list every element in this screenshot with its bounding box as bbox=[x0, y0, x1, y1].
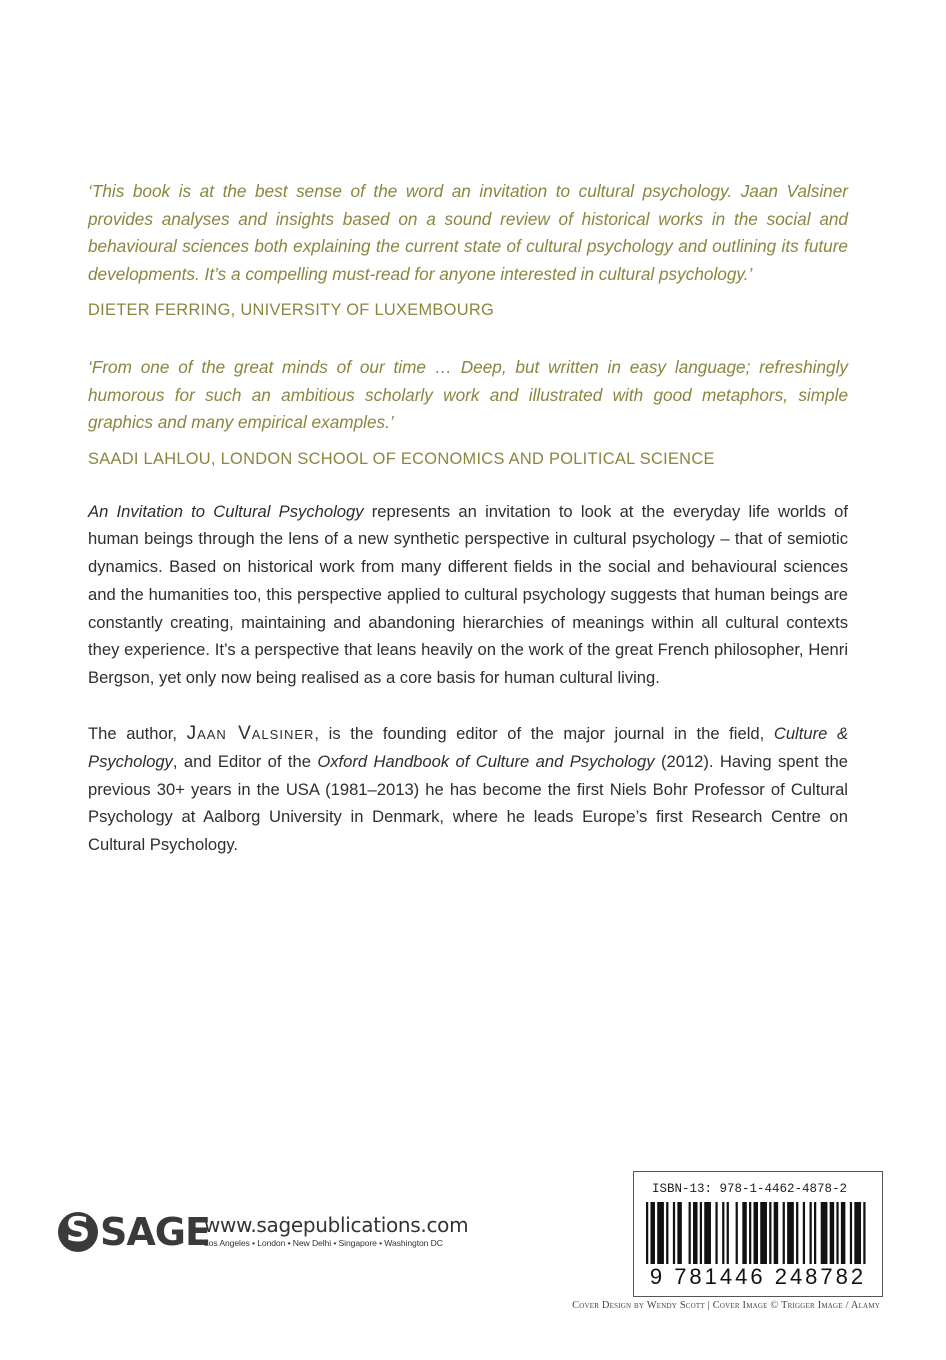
publisher-name: SAGE bbox=[100, 1210, 210, 1254]
barcode-panel bbox=[633, 1171, 883, 1297]
endorsement-attribution-2: SAADI LAHLOU, LONDON SCHOOL OF ECONOMICS AND POLITICAL SCIENCE bbox=[88, 449, 715, 468]
description-text: represents an invitation to look at the everyday life worlds of human beings through the lens of a new synthetic perspective in cultural psychology – that of semiotic dynamics. Based on historical work from many different fields in the social and behavioural sciences and the humanities too, this perspective applied to cultural psychology suggests that human beings are constantly creating, maintaining and abandoning hierarchies of meanings within all cultural contexts they experience. It’s a perspective that leans heavily on the work of the great French philosopher, Henri Bergson, yet only now being realised as a core basis for human cultural living. bbox=[88, 501, 848, 688]
barcode-icon bbox=[646, 1202, 870, 1264]
handbook-title: Oxford Handbook of Culture and Psychology bbox=[317, 751, 655, 771]
cover-credit: Cover Design by Wendy Scott | Cover Image © Trigger Image / Alamy bbox=[572, 1300, 880, 1311]
publisher-cities: Los Angeles • London • New Delhi • Singapore • Washington DC bbox=[204, 1238, 443, 1248]
bio-part2: , and Editor of the bbox=[172, 751, 318, 771]
bio-part1: , is the founding editor of the major journal in the field, bbox=[314, 724, 774, 744]
endorsement-attribution-1: DIETER FERRING, UNIVERSITY OF LUXEMBOURG bbox=[88, 301, 495, 319]
journal-title: Culture & Psychology bbox=[88, 724, 849, 771]
sage-circle-icon bbox=[58, 1212, 98, 1252]
barcode-digits: 9 781446 248782 bbox=[649, 1264, 867, 1289]
isbn-label: ISBN-13: 978-1-4462-4878-2 bbox=[652, 1182, 848, 1196]
author-bio bbox=[88, 720, 848, 859]
endorsement-quote-1: ‘This book is at the best sense of the word an invitation to cultural psychology. Jaan Valsiner provides analyses and insights based on a sound review of historical works in the social and behavioural sciences both explaining the current state of cultural psychology and outlining its future developments. It’s a compelling must-read for anyone interested in cultural psychology.’ bbox=[88, 181, 848, 284]
publisher-url: www.sagepublications.com bbox=[204, 1213, 469, 1237]
back-cover-text bbox=[88, 178, 848, 859]
book-title: An Invitation to Cultural Psychology bbox=[88, 501, 364, 521]
endorsement-quote-2: ‘From one of the great minds of our time … Deep, but written in easy language; refreshingly humorous for such an ambitious scholarly work and illustrated with good metaphors, simple graphics and many empirical examples.’ bbox=[88, 357, 848, 432]
bio-part3: (2012). Having spent the previous 30+ years in the USA (1981–2013) he has become the first Niels Bohr Professor of Cultural Psychology at Aalborg University in Denmark, where he leads Europe’s first Research Centre on Cultural Psychology. bbox=[88, 751, 848, 855]
bio-lead: The author, bbox=[88, 724, 187, 744]
sage-logo bbox=[58, 1210, 210, 1254]
author-name: Jaan Valsiner bbox=[186, 723, 315, 745]
book-description bbox=[88, 498, 848, 693]
